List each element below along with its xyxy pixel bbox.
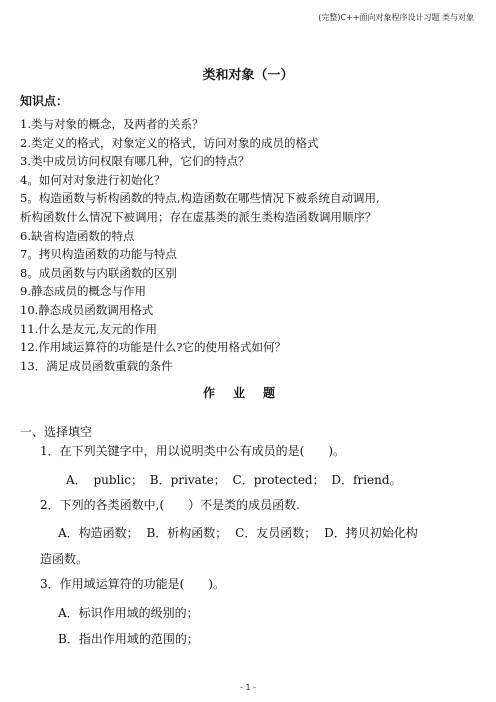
knowledge-point: 1.类与对象的概念，及两者的关系？ bbox=[20, 117, 204, 131]
knowledge-point: 7。拷贝构造函数的功能与特点 bbox=[20, 247, 177, 262]
knowledge-point: 4。如何对对象进行初始化？ bbox=[20, 172, 166, 187]
question-3-option-b: B．指出作用域的范围的； bbox=[58, 632, 199, 646]
knowledge-point: 8。成员函数与内联函数的区别 bbox=[20, 265, 177, 280]
question-2-options-line1: A．构造函数； B．析构函数； C．友员函数； D．拷贝初始化构 bbox=[58, 526, 418, 540]
knowledge-point: 析构函数什么情况下被调用；存在虚基类的派生类构造函数调用顺序？ bbox=[20, 209, 377, 224]
question-3-option-a: A．标识作用域的级别的； bbox=[58, 606, 199, 620]
page-number: - 1 - bbox=[240, 683, 256, 692]
knowledge-point: 2.类定义的格式，对象定义的格式，访问对象的成员的格式 bbox=[20, 135, 319, 150]
page-header: (完整)C++面向对象程序设计习题 类与对象 bbox=[318, 13, 474, 22]
knowledge-point: 12.作用域运算符的功能是什么?它的使用格式如何？ bbox=[20, 340, 286, 355]
knowledge-point: 3.类中成员访问权限有哪几种，它们的特点？ bbox=[20, 154, 250, 169]
question-1-stem: 1．在下列关键字中，用以说明类中公有成员的是( )。 bbox=[40, 444, 346, 458]
knowledge-point: 6.缺省构造函数的特点 bbox=[20, 228, 135, 243]
page-title: 类和对象（一） bbox=[202, 68, 294, 83]
homework-title: 作业题 bbox=[202, 386, 293, 400]
knowledge-point: 5。构造函数与析构函数的特点,构造函数在哪些情况下被系统自动调用, bbox=[20, 191, 380, 206]
knowledge-points-list bbox=[20, 115, 480, 375]
knowledge-heading: 知识点： bbox=[20, 94, 69, 108]
question-3-stem: 3．作用域运算符的功能是( )。 bbox=[40, 577, 225, 591]
question-2-stem: 2．下列的各类函数中,( ）不是类的成员函数. bbox=[40, 498, 300, 512]
section-heading: 一、选择填空 bbox=[20, 425, 93, 439]
knowledge-point: 10.静态成员函数调用格式 bbox=[20, 302, 154, 317]
question-2-options-line2: 造函数。 bbox=[40, 552, 89, 566]
knowledge-point: 9.静态成员的概念与作用 bbox=[20, 284, 146, 299]
knowledge-point: 11.什么是友元,友元的作用 bbox=[20, 321, 157, 336]
question-1-options: A． public； B．private； C．protected； D．friend。 bbox=[66, 473, 402, 487]
knowledge-point: 13．满足成员函数重载的条件 bbox=[20, 358, 173, 373]
